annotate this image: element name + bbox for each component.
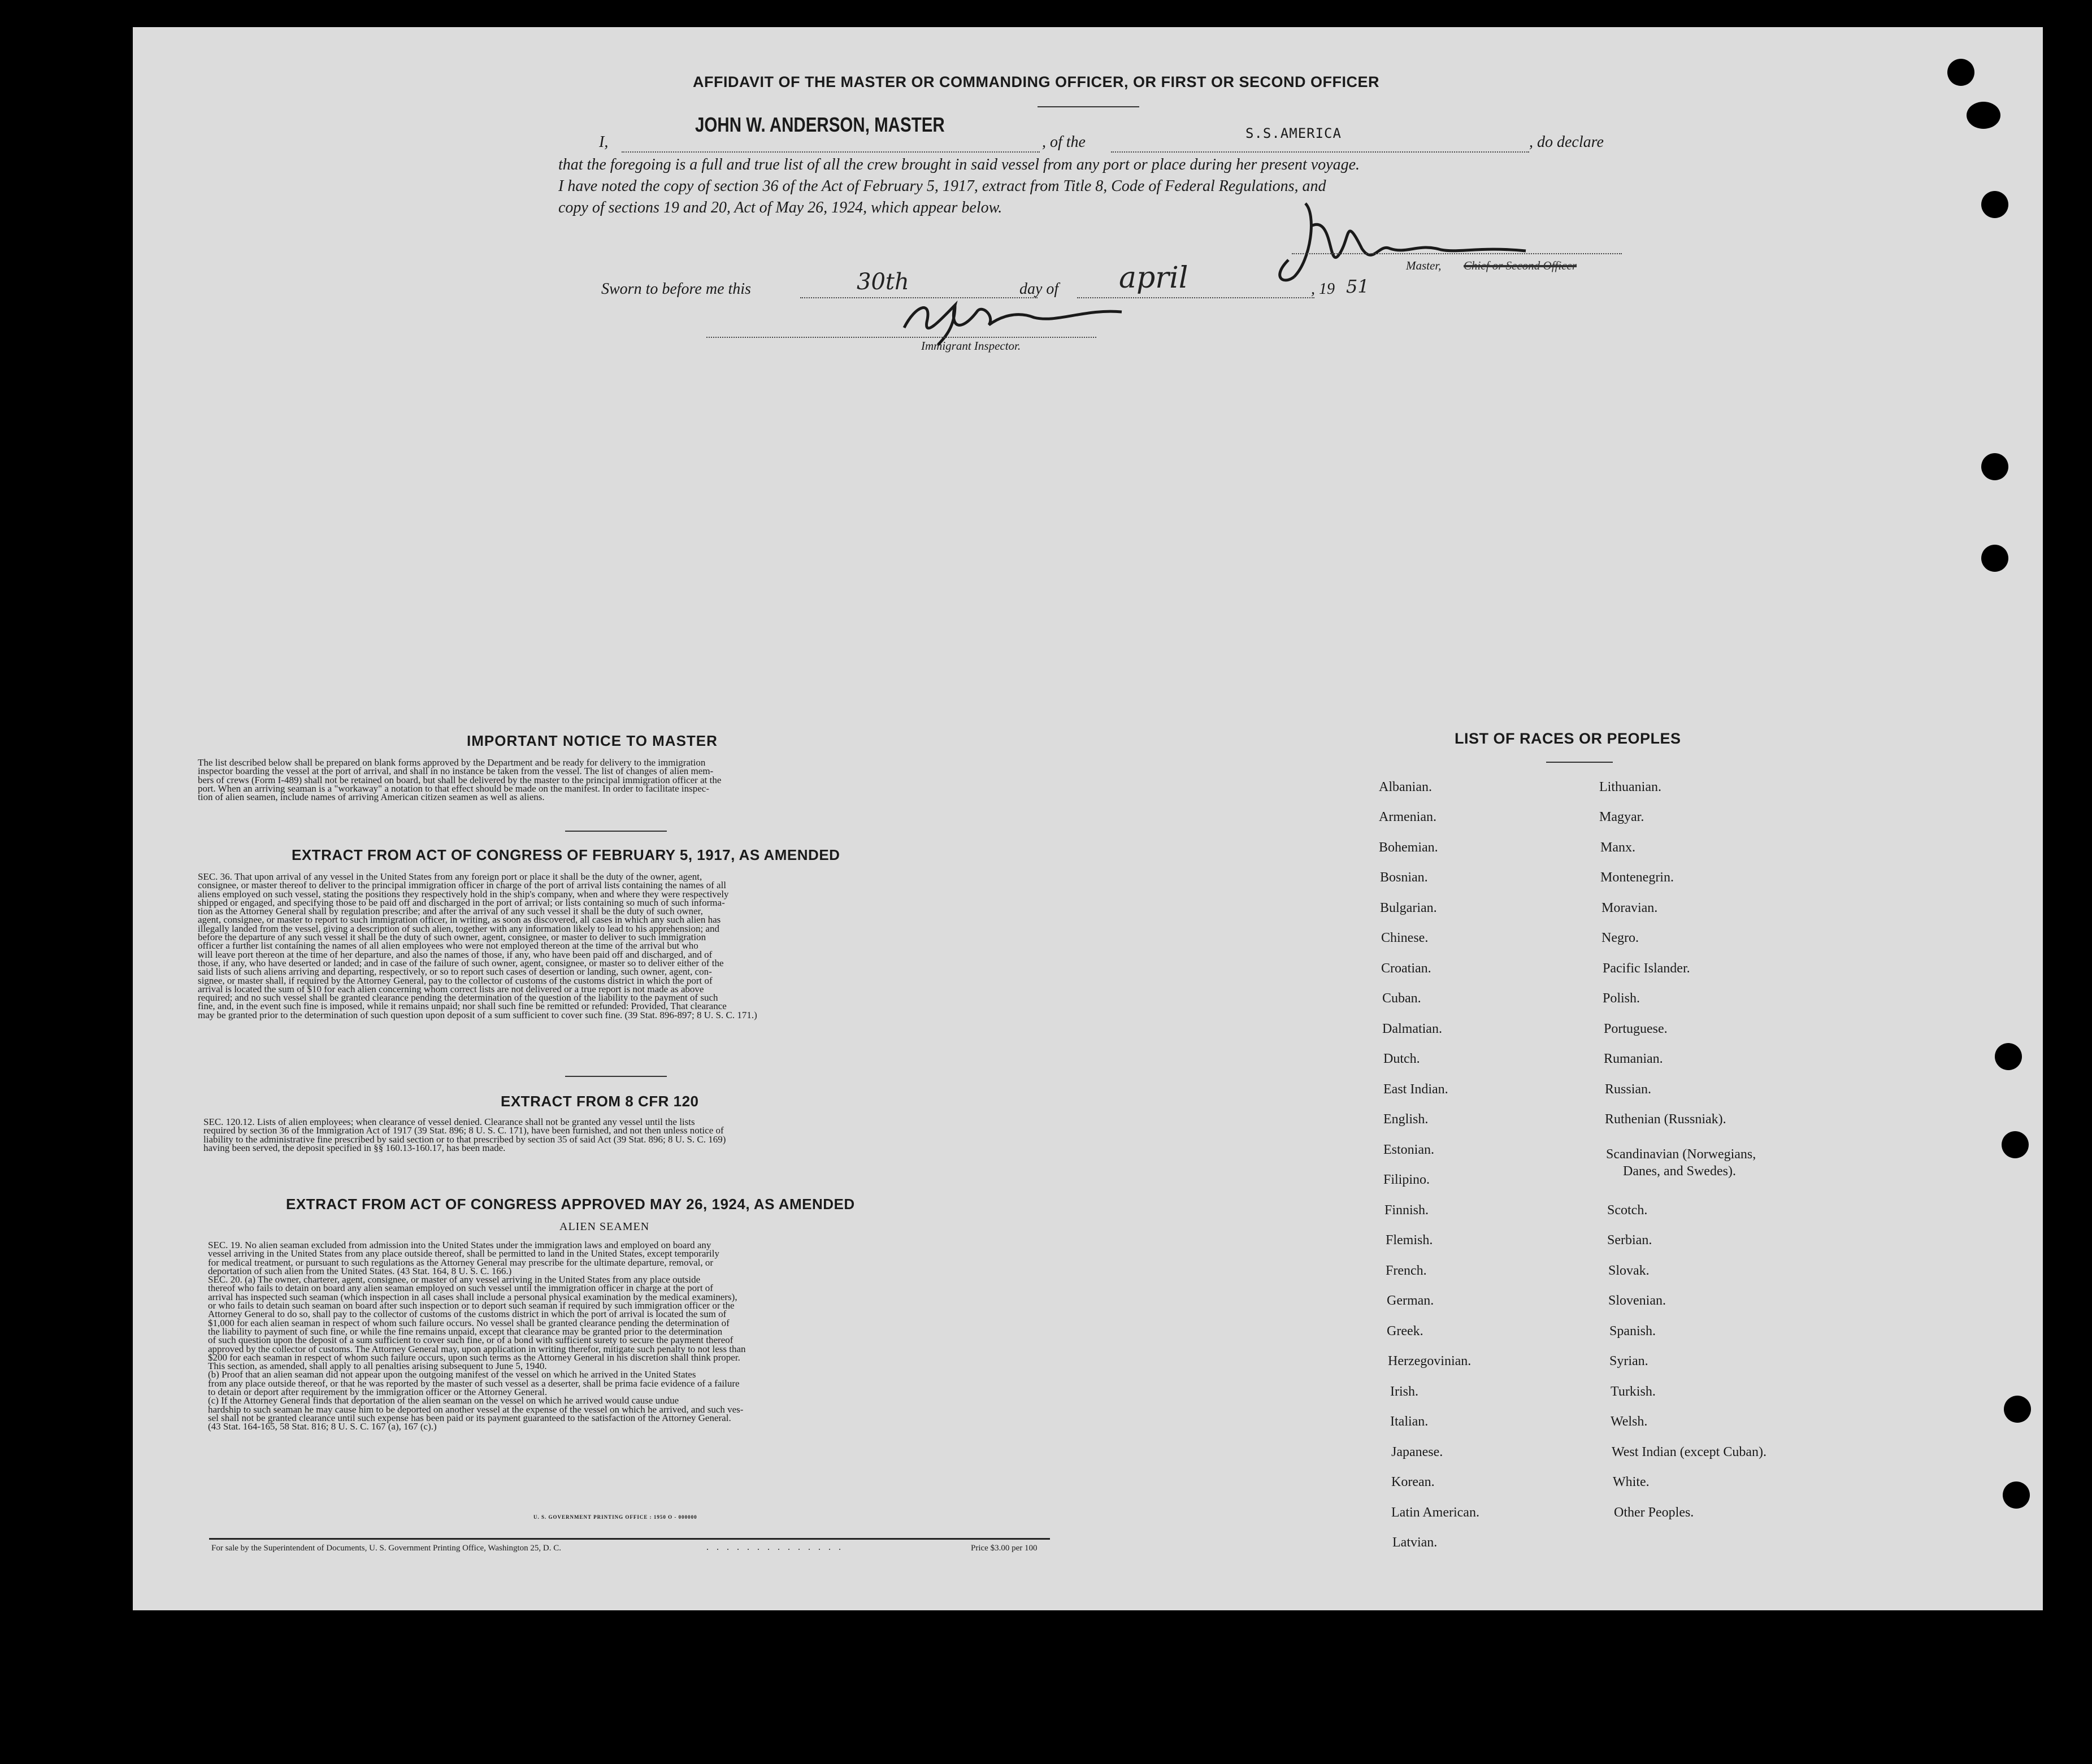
- race-item: Japanese.: [1391, 1445, 1443, 1459]
- race-item: East Indian.: [1383, 1082, 1448, 1097]
- extract-1924-line: SEC. 19. No alien seaman excluded from admission into the United States under the immigration laws and employed on board any: [208, 1240, 711, 1250]
- race-item: Moravian.: [1601, 901, 1658, 915]
- extract-1917-line: signee, or master shall, if required by the Attorney General, pay to the collector of customs of the customs district in which the port of: [198, 975, 713, 986]
- race-item: Portuguese.: [1604, 1022, 1668, 1036]
- race-item: West Indian (except Cuban).: [1612, 1445, 1767, 1459]
- extract-1917-text: [198, 872, 1031, 1019]
- race-item: German.: [1387, 1293, 1434, 1308]
- extract-1924-line: This section, as amended, shall apply to all penalties arising subsequent to June 5, 1940.: [208, 1361, 547, 1372]
- extract-1924-line: or who fails to detain such seaman on board after such inspection or to deport such seaman if required by such immigration officer or the: [208, 1300, 735, 1311]
- race-item: White.: [1613, 1475, 1650, 1489]
- extract-1917-line: shipped or engaged, and specifying those to be paid off and discharged in the port of arrival; or lists containing so much of such informa-: [198, 897, 725, 908]
- punch-hole: [2003, 1481, 2030, 1509]
- extract-1924-line: to detain or deport after requirement by the immigration officer or the Attorney General.: [208, 1387, 548, 1398]
- race-item: Serbian.: [1607, 1233, 1652, 1248]
- sworn-label: Sworn to before me this: [601, 280, 751, 298]
- master-label: Master,: [1406, 259, 1442, 272]
- races-heading: LIST OF RACES OR PEOPLES: [1455, 730, 1681, 747]
- extract-1924-line: $200 for each seaman in respect of whom such failure occurs, upon such terms as the Attorney General in his discretion shall think proper.: [208, 1352, 740, 1363]
- race-item: Estonian.: [1383, 1142, 1434, 1157]
- race-item: Turkish.: [1611, 1384, 1656, 1399]
- extract-1924-line: arrival has inspected such seaman (which inspection in all cases shall include a personal physical examination by the medical examiners),: [208, 1291, 737, 1302]
- cfr-line: required by section 36 of the Immigration Act of 1917 (39 Stat. 896; 8 U. S. C. 171), have been furnished, and not then unless notice of: [203, 1125, 724, 1136]
- race-item: Irish.: [1390, 1384, 1418, 1399]
- race-item: Albanian.: [1379, 780, 1432, 794]
- master-signature: [1271, 192, 1531, 294]
- race-item: Other Peoples.: [1614, 1505, 1694, 1520]
- race-item: Finnish.: [1384, 1203, 1429, 1218]
- race-item: Scotch.: [1607, 1203, 1648, 1218]
- footer-price: Price $3.00 per 100: [971, 1544, 1038, 1553]
- punch-hole: [2004, 1396, 2031, 1423]
- extract-1924-line: deportation of such alien from the United States. (43 Stat. 164, 8 U. S. C. 166.): [208, 1265, 512, 1276]
- race-item: Latin American.: [1391, 1505, 1479, 1520]
- race-item: Slovak.: [1608, 1263, 1650, 1278]
- cfr-heading: EXTRACT FROM 8 CFR 120: [501, 1093, 699, 1110]
- race-item: Lithuanian.: [1599, 780, 1661, 794]
- races-rule: [1546, 762, 1613, 763]
- notice-heading: IMPORTANT NOTICE TO MASTER: [467, 732, 718, 749]
- name-blank: [622, 151, 1040, 153]
- year-prefix: , 19: [1311, 280, 1335, 298]
- race-item: Bosnian.: [1380, 870, 1428, 885]
- section-rule: [565, 831, 667, 832]
- extract-1924-line: approved by the collector of customs. The Attorney General may, upon application in writing therefor, mitigate such penalty to not less than: [208, 1343, 746, 1354]
- affidavit-i-label: I,: [599, 133, 609, 151]
- extract-1917-line: illegally landed from the vessel, giving a description of such alien, together with any information likely to lead to his apprehension; and: [198, 923, 719, 934]
- race-item: Russian.: [1605, 1082, 1652, 1097]
- extract-1917-line: may be granted prior to the determination of such question upon deposit of a sum sufficient to cover such fine. (39 Stat. 896-897; 8 U. S. C. 171.): [198, 1009, 757, 1020]
- race-item: Pacific Islander.: [1603, 961, 1690, 976]
- extract-1924-line: from any place outside thereof, or that he was reported by the master of such vessel as a deserter, shall be prima facie evidence of a failure: [208, 1378, 740, 1389]
- race-item: Welsh.: [1611, 1414, 1648, 1429]
- master-name: JOHN W. ANDERSON, MASTER: [695, 113, 945, 136]
- extract-1917-line: arrival is located the sum of $10 for each alien concerning whom correct lists are not delivered or a true report is not made as above: [198, 983, 704, 994]
- extract-1924-line: Attorney General to do so, shall pay to the collector of customs of the customs district in which the port of arrival is located the sum of: [208, 1309, 727, 1320]
- extract-1917-line: SEC. 36. That upon arrival of any vessel in the United States from any foreign port or place it shall be the duty of the owner, agent,: [198, 871, 702, 882]
- race-item: Montenegrin.: [1600, 870, 1674, 885]
- extract-1917-line: said lists of such aliens arriving and departing, respectively, or so to report such cases of desertion or landing, such owner, agent, con-: [198, 966, 712, 977]
- race-item: Herzegovinian.: [1388, 1354, 1472, 1368]
- extract-1917-line: fine, and, in the event such fine is imposed, while it remains unpaid; nor shall such fine be remitted or refunded: Provided, That clearance: [198, 1001, 727, 1012]
- cfr-line: SEC. 120.12. Lists of alien employees; when clearance of vessel denied. Clearance shall not be granted any vessel until the lists: [203, 1116, 695, 1127]
- master-signature-line: [1292, 253, 1622, 254]
- extract-1924-line: of such question upon the deposit of a sum sufficient to cover such fine, or of a bond with sufficient surety to secure the payment thereof: [208, 1335, 733, 1346]
- notice-line: tion of alien seamen, include names of arriving American citizen seamen as well as aliens.: [198, 792, 545, 803]
- extract-1924-line: (b) Proof that an alien seaman did not appear upon the outgoing manifest of the vessel on which he arrived in the United States: [208, 1369, 696, 1380]
- vessel-blank: [1111, 151, 1529, 153]
- extract-1924-line: hardship to such seaman he may cause him to be deported on another vessel at the expense of the vessel on which he arrived, and such ves-: [208, 1404, 744, 1415]
- extract-1924-line: SEC. 20. (a) The owner, charterer, agent, consignee, or master of any vessel arriving in the United States from any place outside: [208, 1274, 701, 1285]
- race-item: Cuban.: [1382, 991, 1421, 1006]
- punch-hole: [2002, 1131, 2029, 1158]
- punch-hole: [1967, 102, 2000, 129]
- of-the-label: , of the: [1042, 133, 1086, 151]
- race-item: Latvian.: [1392, 1535, 1438, 1550]
- race-item: Magyar.: [1599, 810, 1644, 824]
- extract-1917-line: before the departure of any such vessel it shall be the duty of such owner, agent, consignee, or master to deliver to such immigration: [198, 932, 706, 943]
- extract-1924-line: for medical treatment, or pursuant to such regulations as the Attorney General may prescribe for the ultimate departure, removal, or: [208, 1257, 714, 1268]
- extract-1924-line: (c) If the Attorney General finds that deportation of the alien seaman on the vessel on which he arrived would cause undue: [208, 1395, 679, 1406]
- extract-1917-line: agent, consignee, or master to report to such immigration officer, in writing, as soon as discovered, all cases in which any such alien has: [198, 914, 721, 926]
- race-item: Filipino.: [1383, 1172, 1430, 1187]
- affidavit-body-line: that the foregoing is a full and true list of all the crew brought in said vessel from any port or place during her present voyage.: [558, 156, 1360, 173]
- inspector-signature-line: [706, 337, 1096, 338]
- notice-line: port. When an arriving seaman is a "workaway" a notation to that effect should be made on the manifest. In order to facilitate inspec-: [198, 783, 709, 794]
- race-item: Chinese.: [1381, 931, 1429, 945]
- affidavit-body-line: copy of sections 19 and 20, Act of May 26, 1924, which appear below.: [558, 199, 1002, 216]
- extract-1924-line: thereof who fails to detain on board any alien seaman employed on such vessel until the immigration officer in charge at the port of: [208, 1283, 713, 1294]
- race-item: Scandinavian (Norwegians,: [1606, 1147, 1756, 1162]
- master-struck-text: Chief or Second Officer: [1464, 259, 1577, 272]
- extract-1917-heading: EXTRACT FROM ACT OF CONGRESS OF FEBRUARY 5, 1917, AS AMENDED: [292, 846, 840, 863]
- punch-hole: [1981, 191, 2008, 218]
- race-item: Armenian.: [1379, 810, 1436, 824]
- cfr-line: liability to the administrative fine prescribed by said section or to that prescribed by section 35 of said Act (39 Stat. 896; 8 U. S. C. 169): [203, 1133, 726, 1145]
- affidavit-title: AFFIDAVIT OF THE MASTER OR COMMANDING OFFICER, OR FIRST OR SECOND OFFICER: [693, 73, 1379, 90]
- vessel-name: S.S.AMERICA: [1245, 125, 1342, 141]
- cfr-text: [203, 1118, 1031, 1152]
- race-item: Flemish.: [1386, 1233, 1433, 1248]
- extract-1924-line: vessel arriving in the United States from any place outside thereof, shall be permitted to land in the United States, except temporarily: [208, 1248, 719, 1259]
- do-declare-label: , do declare: [1529, 133, 1604, 151]
- notice-line: bers of crews (Form I-489) shall not be retained on board, but shall be delivered by the master to the principal immigration officer at the: [198, 774, 722, 785]
- section-rule: [565, 1076, 667, 1077]
- extract-1917-line: officer a further list containing the names of all alien employees who were not employed thereon at the time of the arrival but who: [198, 940, 698, 951]
- race-item: French.: [1386, 1263, 1427, 1278]
- title-rule: [1038, 106, 1139, 107]
- extract-1917-line: required; and no such vessel shall be granted clearance pending the determination of the question of the liability to the payment of such: [198, 992, 718, 1003]
- extract-1924-text: [208, 1241, 1047, 1431]
- extract-1924-heading: EXTRACT FROM ACT OF CONGRESS APPROVED MAY 26, 1924, AS AMENDED: [286, 1196, 855, 1213]
- extract-1917-line: tion as the Attorney General shall by regulation prescribe; and after the arrival of any such vessel it shall be the duty of such owner,: [198, 906, 703, 917]
- punch-hole: [1995, 1043, 2022, 1070]
- race-item: Croatian.: [1381, 961, 1431, 976]
- year-suffix: 51: [1346, 276, 1369, 297]
- extract-1924-line: the liability to payment of such fine, or while the fine remains unpaid, except that clearance may be granted prior to the determination: [208, 1326, 723, 1337]
- race-item: Spanish.: [1609, 1324, 1656, 1339]
- extract-1917-line: aliens employed on such vessel, stating the positions they respectively hold in the ship's company, when and where they were respectively: [198, 888, 729, 900]
- race-item: Korean.: [1391, 1475, 1435, 1489]
- footer-sale-text: For sale by the Superintendent of Documents, U. S. Government Printing Office, Washington 25, D. C.: [211, 1544, 561, 1553]
- race-item: Dutch.: [1383, 1052, 1420, 1066]
- race-item: Bulgarian.: [1380, 901, 1437, 915]
- day-of-label: day of: [1019, 280, 1059, 298]
- footer-dot-leader: ..............: [706, 1543, 849, 1552]
- notice-line: inspector boarding the vessel at the port of arrival, and shall in no instance be taken from the vessel. The list of changes of alien mem-: [198, 766, 714, 777]
- cfr-line: having been served, the deposit specified in §§ 160.13-160.17, has been made.: [203, 1142, 506, 1153]
- race-item: Manx.: [1600, 840, 1635, 855]
- extract-1917-line: consignee, or master thereof to deliver to the principal immigration officer in charge of the port of arrival lists containing the names of all: [198, 880, 727, 891]
- extract-1924-line: (43 Stat. 164-165, 58 Stat. 816; 8 U. S. C. 167 (a), 167 (c).): [208, 1421, 437, 1432]
- race-item: Ruthenian (Russniak).: [1605, 1112, 1726, 1127]
- race-item: Slovenian.: [1608, 1293, 1666, 1308]
- footer-rule: [209, 1538, 1050, 1540]
- race-item: Greek.: [1387, 1324, 1423, 1339]
- extract-1917-line: will leave port thereon at the time of her departure, and also the names of those, if any, who have been paid off and discharged, and of: [198, 949, 713, 960]
- punch-hole: [1947, 59, 1974, 86]
- extract-1924-subheading: ALIEN SEAMEN: [559, 1220, 650, 1233]
- notice-line: The list described below shall be prepared on blank forms approved by the Department and be ready for delivery to the immigration: [198, 757, 706, 768]
- inspector-label: Immigrant Inspector.: [921, 339, 1021, 353]
- sworn-month: april: [1119, 261, 1188, 295]
- notice-text: [198, 758, 1031, 801]
- extract-1924-line: $1,000 for each alien seaman in respect of whom such failure occurs. No vessel shall be granted clearance pending the determination of: [208, 1317, 730, 1328]
- race-item: Danes, and Swedes).: [1623, 1164, 1736, 1179]
- race-item: Polish.: [1603, 991, 1640, 1006]
- race-item: English.: [1383, 1112, 1429, 1127]
- extract-1924-line: sel shall not be granted clearance until such expense has been paid or its payment guaranteed to the satisfaction of the Attorney General.: [208, 1412, 731, 1423]
- printing-office-note: U. S. GOVERNMENT PRINTING OFFICE : 1950 O - 000000: [533, 1514, 697, 1520]
- race-item: Negro.: [1601, 931, 1639, 945]
- sworn-day: 30th: [857, 269, 909, 295]
- race-item: Syrian.: [1609, 1354, 1648, 1368]
- race-item: Rumanian.: [1604, 1052, 1663, 1066]
- race-item: Italian.: [1390, 1414, 1429, 1429]
- race-item: Bohemian.: [1379, 840, 1438, 855]
- punch-hole: [1981, 545, 2008, 572]
- race-item: Dalmatian.: [1382, 1022, 1442, 1036]
- extract-1917-line: those, if any, who have deserted or landed; and in case of the failure of such owner, agent, consignee, or master so to deliver either of the: [198, 957, 724, 968]
- punch-hole: [1981, 453, 2008, 480]
- affidavit-body-line: I have noted the copy of section 36 of the Act of February 5, 1917, extract from Title 8, Code of Federal Regulations, and: [558, 177, 1326, 195]
